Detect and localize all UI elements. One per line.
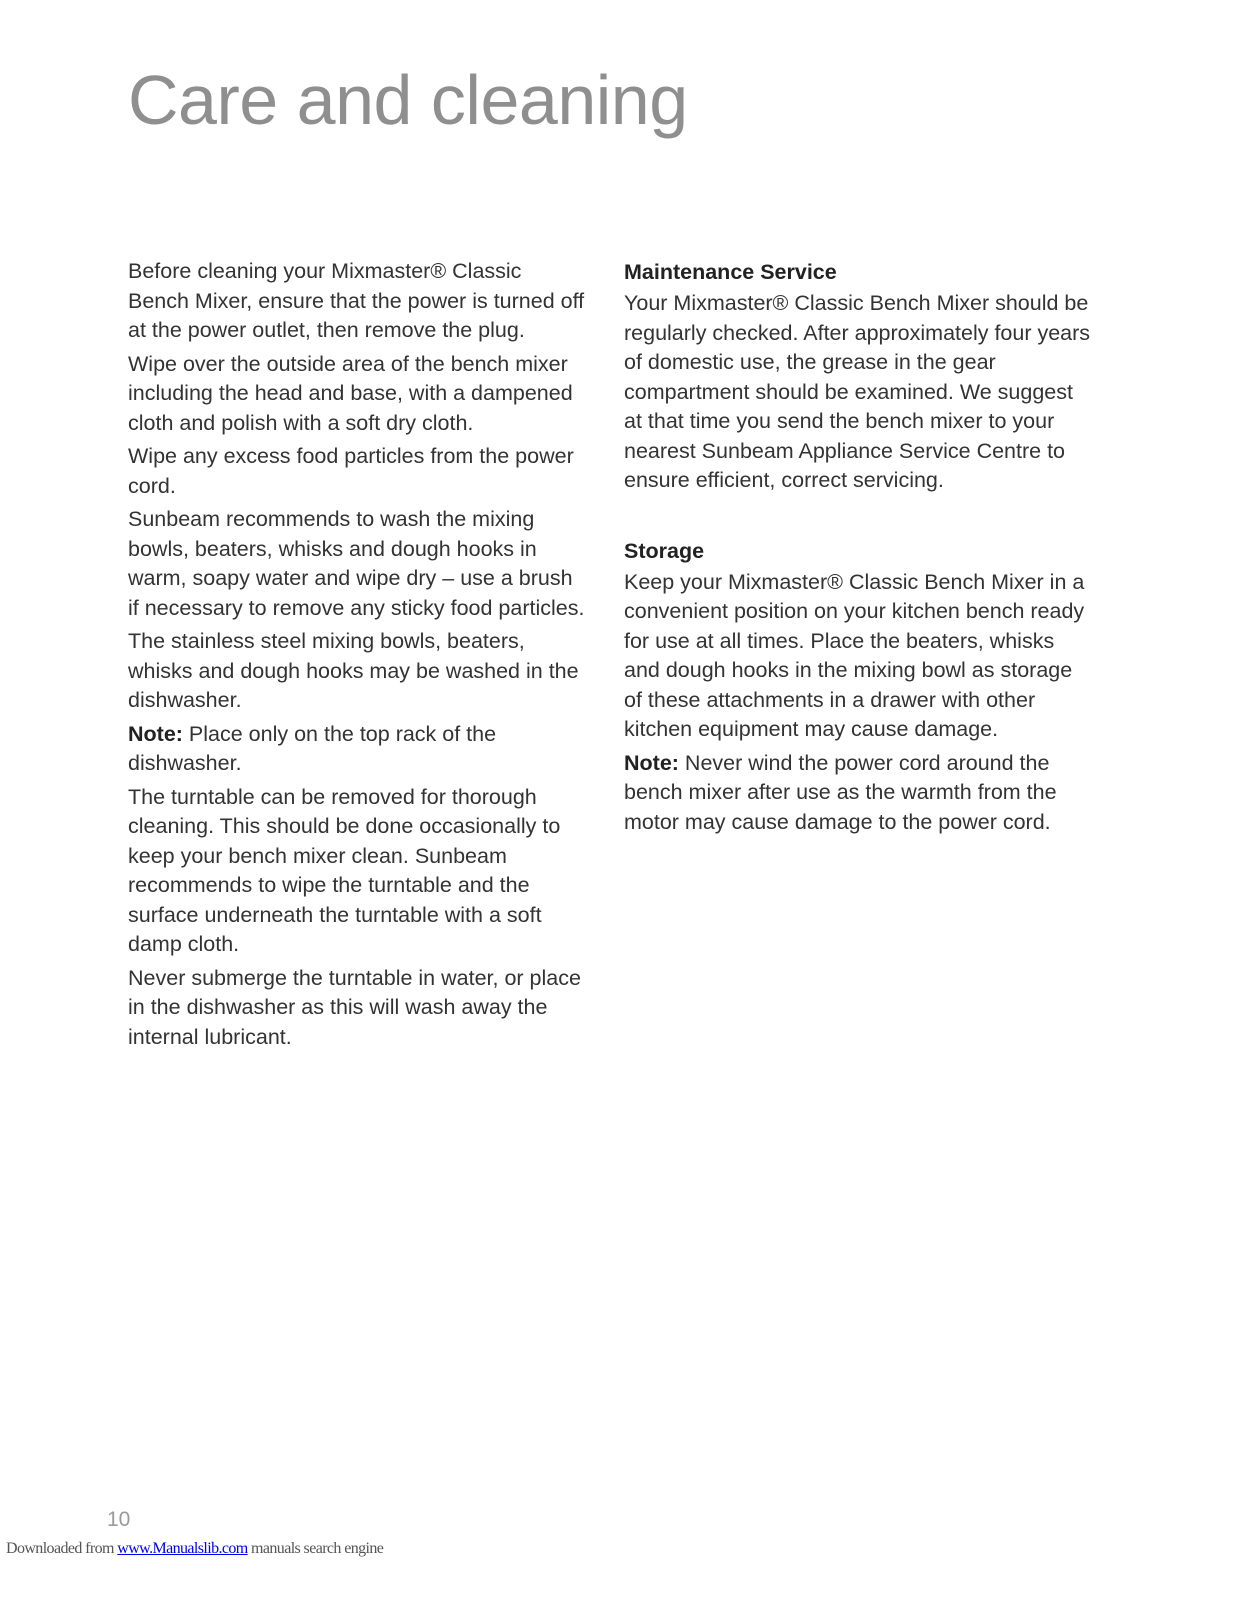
note-text: Place only on the top rack of the dishwasher.	[128, 721, 497, 775]
page-title: Care and cleaning	[128, 61, 688, 139]
paragraph-power-off: Before cleaning your Mixmaster® Classic Bench Mixer, ensure that the power is turned off at the power outlet, then remove the plug.	[128, 259, 585, 342]
left-column	[128, 257, 588, 1056]
note-label: Note:	[624, 750, 679, 775]
page-number: 10	[107, 1508, 131, 1531]
paragraph-wipe-outside: Wipe over the outside area of the bench mixer including the head and base, with a dampened cloth and polish with a soft dry cloth.	[128, 351, 573, 435]
manualslib-link[interactable]: www.Manualslib.com	[117, 1540, 248, 1557]
note-label: Note:	[128, 721, 183, 746]
note-power-cord	[624, 749, 1094, 838]
footer-prefix: Downloaded from	[6, 1540, 118, 1557]
paragraph-wash-attachments: Sunbeam recommends to wash the mixing bowls, beaters, whisks and dough hooks in warm, soapy water and wipe dry – use a brush if necessary to remove any sticky food particles.	[128, 507, 585, 620]
storage-heading: Storage	[624, 538, 705, 563]
maintenance-heading: Maintenance Service	[624, 260, 837, 284]
paragraph-dishwasher: The stainless steel mixing bowls, beaters, whisks and dough hooks may be washed in the dishwasher.	[128, 629, 579, 712]
note-text: Never wind the power cord around the bench mixer after use as the warmth from the motor may cause damage to the power cord.	[624, 750, 1057, 834]
paragraph-turntable: The turntable can be removed for thorough cleaning. This should be done occasionally to keep your bench mixer clean. Sunbeam recommends to wipe the turntable and the surface underneath the turntable with a soft damp cloth.	[128, 784, 561, 956]
note-dishwasher	[128, 720, 588, 779]
maintenance-text: Your Mixmaster® Classic Bench Mixer should be regularly checked. After approximately four years of domestic use, the grease in the gear compartment should be examined. We suggest at that time you send the bench mixer to your nearest Sunbeam Appliance Service Centre to ensure efficient, correct servicing.	[624, 291, 1091, 492]
storage-text: Keep your Mixmaster® Classic Bench Mixer in a convenient position on your kitchen bench ready for use at all times. Place the beaters, whisks and dough hooks in the mixing bowl as storage of these attachments in a drawer with other kitchen equipment may cause damage.	[624, 569, 1085, 741]
right-column	[624, 257, 1094, 841]
paragraph-submerge-warning: Never submerge the turntable in water, or place in the dishwasher as this will wash away the internal lubricant.	[128, 965, 581, 1049]
paragraph-power-cord: Wipe any excess food particles from the power cord.	[128, 444, 574, 498]
footer-suffix: manuals search engine	[247, 1540, 384, 1557]
download-footer	[6, 1540, 383, 1558]
